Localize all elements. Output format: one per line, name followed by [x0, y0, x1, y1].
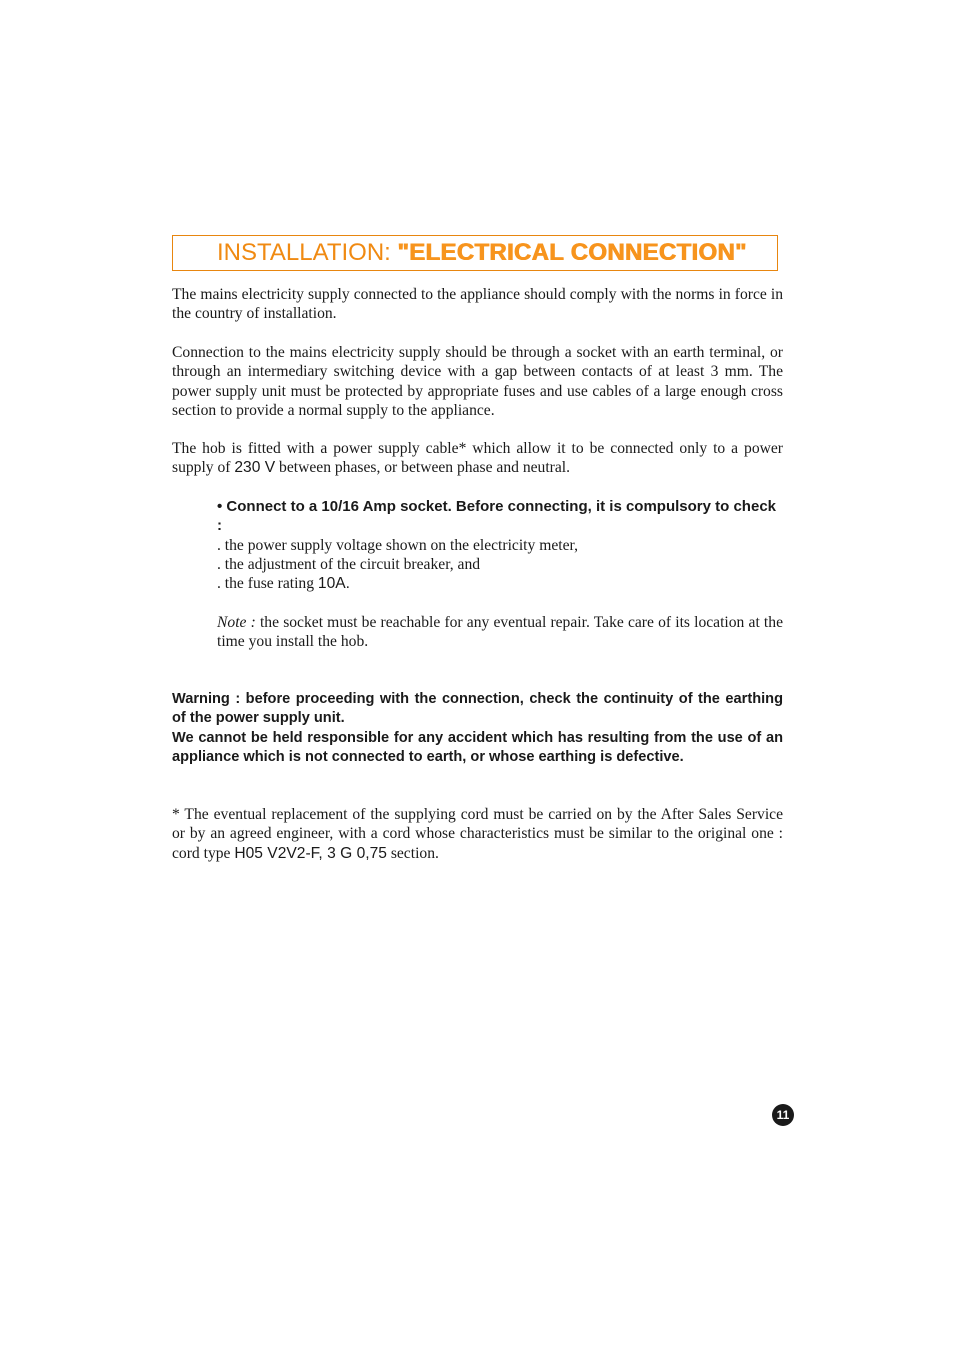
warning-responsibility: We cannot be held responsible for any accident which has resulting from the use of an appliance which is not connected to earth, or whose earthing is defective.: [172, 729, 783, 766]
warning-block: [172, 690, 783, 768]
paragraph-connection: Connection to the mains electricity supply should be through a socket with an earth terminal, or through an intermediary switching device with a gap between contacts of at least 3 mm. The power supply unit must be protected by appropriate fuses and use cables of a large enough cross section to provide a normal supply to the appliance.: [172, 344, 783, 420]
note-label: Note :: [217, 614, 256, 631]
cable-text-start: The hob is fitted with a power supply cable* which allow it to be connected only to a power supply of: [172, 440, 783, 477]
paragraph-cable: [172, 439, 783, 478]
cable-text-end: between phases, or between phase and neutral.: [275, 459, 571, 477]
note-paragraph: [217, 613, 783, 652]
footnote-paragraph: [172, 805, 783, 863]
checklist-item-voltage: . the power supply voltage shown on the electricity meter,: [217, 537, 578, 554]
checklist-item-fuse: [217, 574, 350, 593]
fuse-label: . the fuse rating: [217, 575, 318, 592]
section-title: [217, 239, 747, 267]
section-title-box: [172, 235, 778, 271]
checklist-item-breaker: . the adjustment of the circuit breaker, and: [217, 556, 481, 573]
title-prefix: INSTALLATION:: [217, 239, 398, 266]
warning-earthing: Warning : before proceeding with the connection, check the continuity of the earthing of the power supply unit.: [172, 691, 783, 727]
fuse-value: 10A.: [317, 575, 350, 592]
paragraph-norms: The mains electricity supply connected to the appliance should comply with the norms in force in the country of installation.: [172, 286, 783, 323]
note-text: the socket must be reachable for any eventual repair. Take care of its location at the time you install the hob.: [217, 614, 783, 651]
page-number-badge: 11: [772, 1104, 794, 1126]
footnote-text: * The eventual replacement of the supplying cord must be carried on by the After Sales Service or by an agreed engineer, with a cord whose characteristics must be similar to the original one : cord type: [172, 806, 783, 862]
checklist-heading: • Connect to a 10/16 Amp socket. Before connecting, it is compulsory to check :: [217, 498, 776, 535]
cord-type: H05 V2V2-F, 3 G 0,75: [234, 844, 387, 862]
title-emphasis: "ELECTRICAL CONNECTION": [397, 239, 747, 266]
cable-voltage: 230 V: [234, 459, 276, 477]
footnote-suffix: section.: [386, 844, 439, 862]
